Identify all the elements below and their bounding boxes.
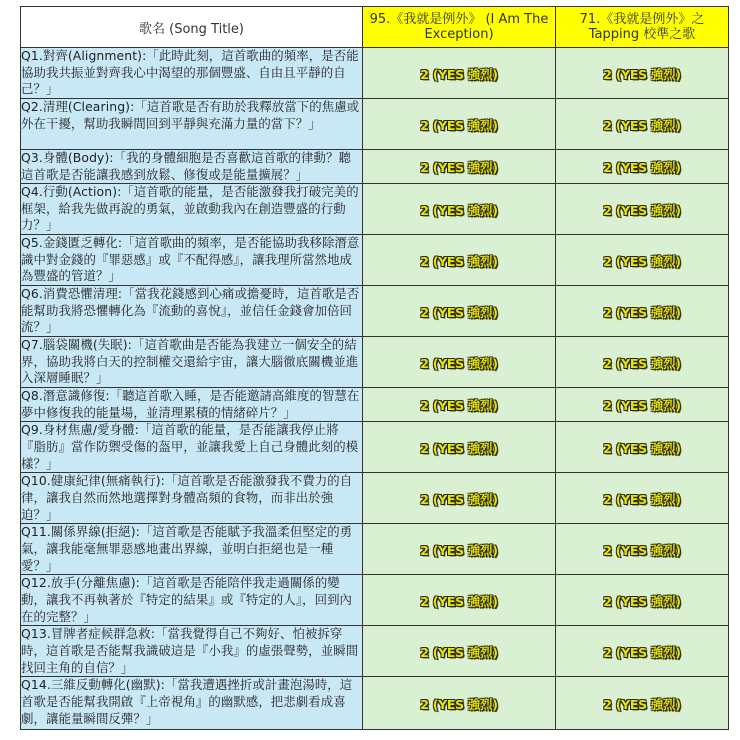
score-cell (556, 48, 729, 99)
score-value: 2 (YES 強烈) (420, 117, 498, 133)
score-cell (556, 337, 729, 388)
score-cell (556, 473, 729, 524)
score-cell (363, 626, 556, 677)
song-evaluation-table (20, 6, 729, 730)
score-cell (363, 473, 556, 524)
score-value: 2 (YES 強烈) (603, 355, 681, 371)
table-row (21, 575, 729, 626)
score-cell (363, 99, 556, 150)
score-cell (363, 184, 556, 235)
score-cell (363, 48, 556, 99)
score-cell (363, 286, 556, 337)
score-value: 2 (YES 強烈) (420, 202, 498, 218)
score-value: 2 (YES 強烈) (603, 117, 681, 133)
score-value: 2 (YES 強烈) (420, 593, 498, 609)
header-row (21, 7, 729, 48)
score-value: 2 (YES 強烈) (603, 398, 681, 414)
score-value: 2 (YES 強烈) (603, 593, 681, 609)
question-cell: Q9.身材焦慮/愛身體:「這首歌的能量，是否能讓我停止將『脂肪』當作防禦受傷的盔甲，並讓我愛上自己身體此刻的模樣？」 (21, 422, 363, 473)
question-cell: Q14.三維反動轉化(幽默):「當我遭遇挫折或計畫泡湯時，這首歌是否能幫我開啟『上帝視角』的幽默感，把悲劇看成喜劇，讓能量瞬間反彈？」 (21, 677, 363, 730)
score-cell (363, 388, 556, 422)
score-value: 2 (YES 強烈) (420, 398, 498, 414)
score-cell (556, 524, 729, 575)
table-row (21, 524, 729, 575)
score-cell (556, 422, 729, 473)
question-cell: Q4.行動(Action):「這首歌的能量，是否能激發我打破完美的框架，給我先做再說的勇氣，並啟動我內在創造豐盛的行動力？」 (21, 184, 363, 235)
score-value: 2 (YES 強烈) (603, 542, 681, 558)
score-cell (363, 337, 556, 388)
table-row (21, 473, 729, 524)
table-row (21, 235, 729, 286)
question-cell: Q5.金錢匱乏轉化:「這首歌曲的頻率，是否能協助我移除潛意識中對金錢的『罪惡感』或『不配得感』，讓我理所當然地成為豐盛的管道？」 (21, 235, 363, 286)
question-cell: Q1.對齊(Alignment):「此時此刻，這首歌曲的頻率，是否能協助我共振並對齊我心中渴望的那個豐盛、自由且平靜的自己？」 (21, 48, 363, 99)
score-value: 2 (YES 強烈) (420, 644, 498, 660)
question-cell: Q2.清理(Clearing):「這首歌是否有助於我釋放當下的焦慮或外在干擾，幫助我瞬間回到平靜與充滿力量的當下？」 (21, 99, 363, 150)
header-song-95: 95.《我就是例外》 (I Am The Exception) (363, 7, 556, 48)
header-song-71: 71.《我就是例外》之 Tapping 校準之歌 (556, 7, 729, 48)
question-cell: Q6.消費恐懼清理:「當我花錢感到心痛或擔憂時，這首歌是否能幫助我將恐懼轉化為『流動的喜悅』，並信任金錢會加倍回流？」 (21, 286, 363, 337)
table-row (21, 286, 729, 337)
score-cell (556, 150, 729, 184)
table-row (21, 184, 729, 235)
table-row (21, 677, 729, 730)
score-cell (556, 184, 729, 235)
question-cell: Q7.腦袋關機(失眠):「這首歌曲是否能為我建立一個安全的結界，協助我將白天的控制權交還給宇宙，讓大腦徹底關機並進入深層睡眠？」 (21, 337, 363, 388)
score-cell (363, 422, 556, 473)
table-row (21, 388, 729, 422)
score-value: 2 (YES 強烈) (420, 440, 498, 456)
score-cell (363, 150, 556, 184)
score-cell (556, 388, 729, 422)
question-cell: Q12.放手(分離焦慮):「這首歌是否能陪伴我走過關係的變動，讓我不再執著於『特定的結果』或『特定的人』，回到內在的完整？」 (21, 575, 363, 626)
score-value: 2 (YES 強烈) (603, 644, 681, 660)
score-value: 2 (YES 強烈) (603, 696, 681, 712)
score-value: 2 (YES 強烈) (420, 491, 498, 507)
score-value: 2 (YES 強烈) (420, 696, 498, 712)
header-song-title: 歌名 (Song Title) (21, 7, 363, 48)
question-cell: Q10.健康紀律(無痛執行):「這首歌是否能激發我不費力的自律，讓我自然而然地選擇對身體高頻的食物，而非出於強迫？」 (21, 473, 363, 524)
score-value: 2 (YES 強烈) (420, 66, 498, 82)
score-cell (556, 286, 729, 337)
score-value: 2 (YES 強烈) (603, 160, 681, 176)
score-cell (556, 677, 729, 730)
score-value: 2 (YES 強烈) (420, 355, 498, 371)
question-cell: Q8.潛意識修復:「聽這首歌入睡，是否能邀請高維度的智慧在夢中修復我的能量場，並清理累積的情緒碎片？」 (21, 388, 363, 422)
score-value: 2 (YES 強烈) (603, 440, 681, 456)
score-value: 2 (YES 強烈) (603, 202, 681, 218)
score-value: 2 (YES 強烈) (420, 542, 498, 558)
question-cell: Q11.關係界線(拒絕):「這首歌是否能賦予我溫柔但堅定的勇氣，讓我能毫無罪惡感地畫出界線，並明白拒絕也是一種愛？」 (21, 524, 363, 575)
score-cell (556, 626, 729, 677)
score-cell (363, 235, 556, 286)
score-value: 2 (YES 強烈) (603, 304, 681, 320)
score-value: 2 (YES 強烈) (603, 491, 681, 507)
score-cell (363, 575, 556, 626)
question-cell: Q3.身體(Body):「我的身體細胞是否喜歡這首歌的律動？聽這首歌是否能讓我感到放鬆、修復或是能量擴展？」 (21, 150, 363, 184)
score-cell (556, 235, 729, 286)
score-value: 2 (YES 強烈) (603, 66, 681, 82)
score-value: 2 (YES 強烈) (603, 253, 681, 269)
table-row (21, 48, 729, 99)
score-cell (363, 524, 556, 575)
score-value: 2 (YES 強烈) (420, 160, 498, 176)
table-row (21, 626, 729, 677)
score-cell (556, 99, 729, 150)
score-value: 2 (YES 強烈) (420, 253, 498, 269)
score-cell (556, 575, 729, 626)
score-value: 2 (YES 強烈) (420, 304, 498, 320)
table-row (21, 422, 729, 473)
question-cell: Q13.冒牌者症候群急救:「當我覺得自己不夠好、怕被拆穿時，這首歌是否能幫我識破這是『小我』的虛張聲勢，並瞬間找回主角的自信？」 (21, 626, 363, 677)
table-row (21, 99, 729, 150)
table-row (21, 337, 729, 388)
table-row (21, 150, 729, 184)
score-cell (363, 677, 556, 730)
